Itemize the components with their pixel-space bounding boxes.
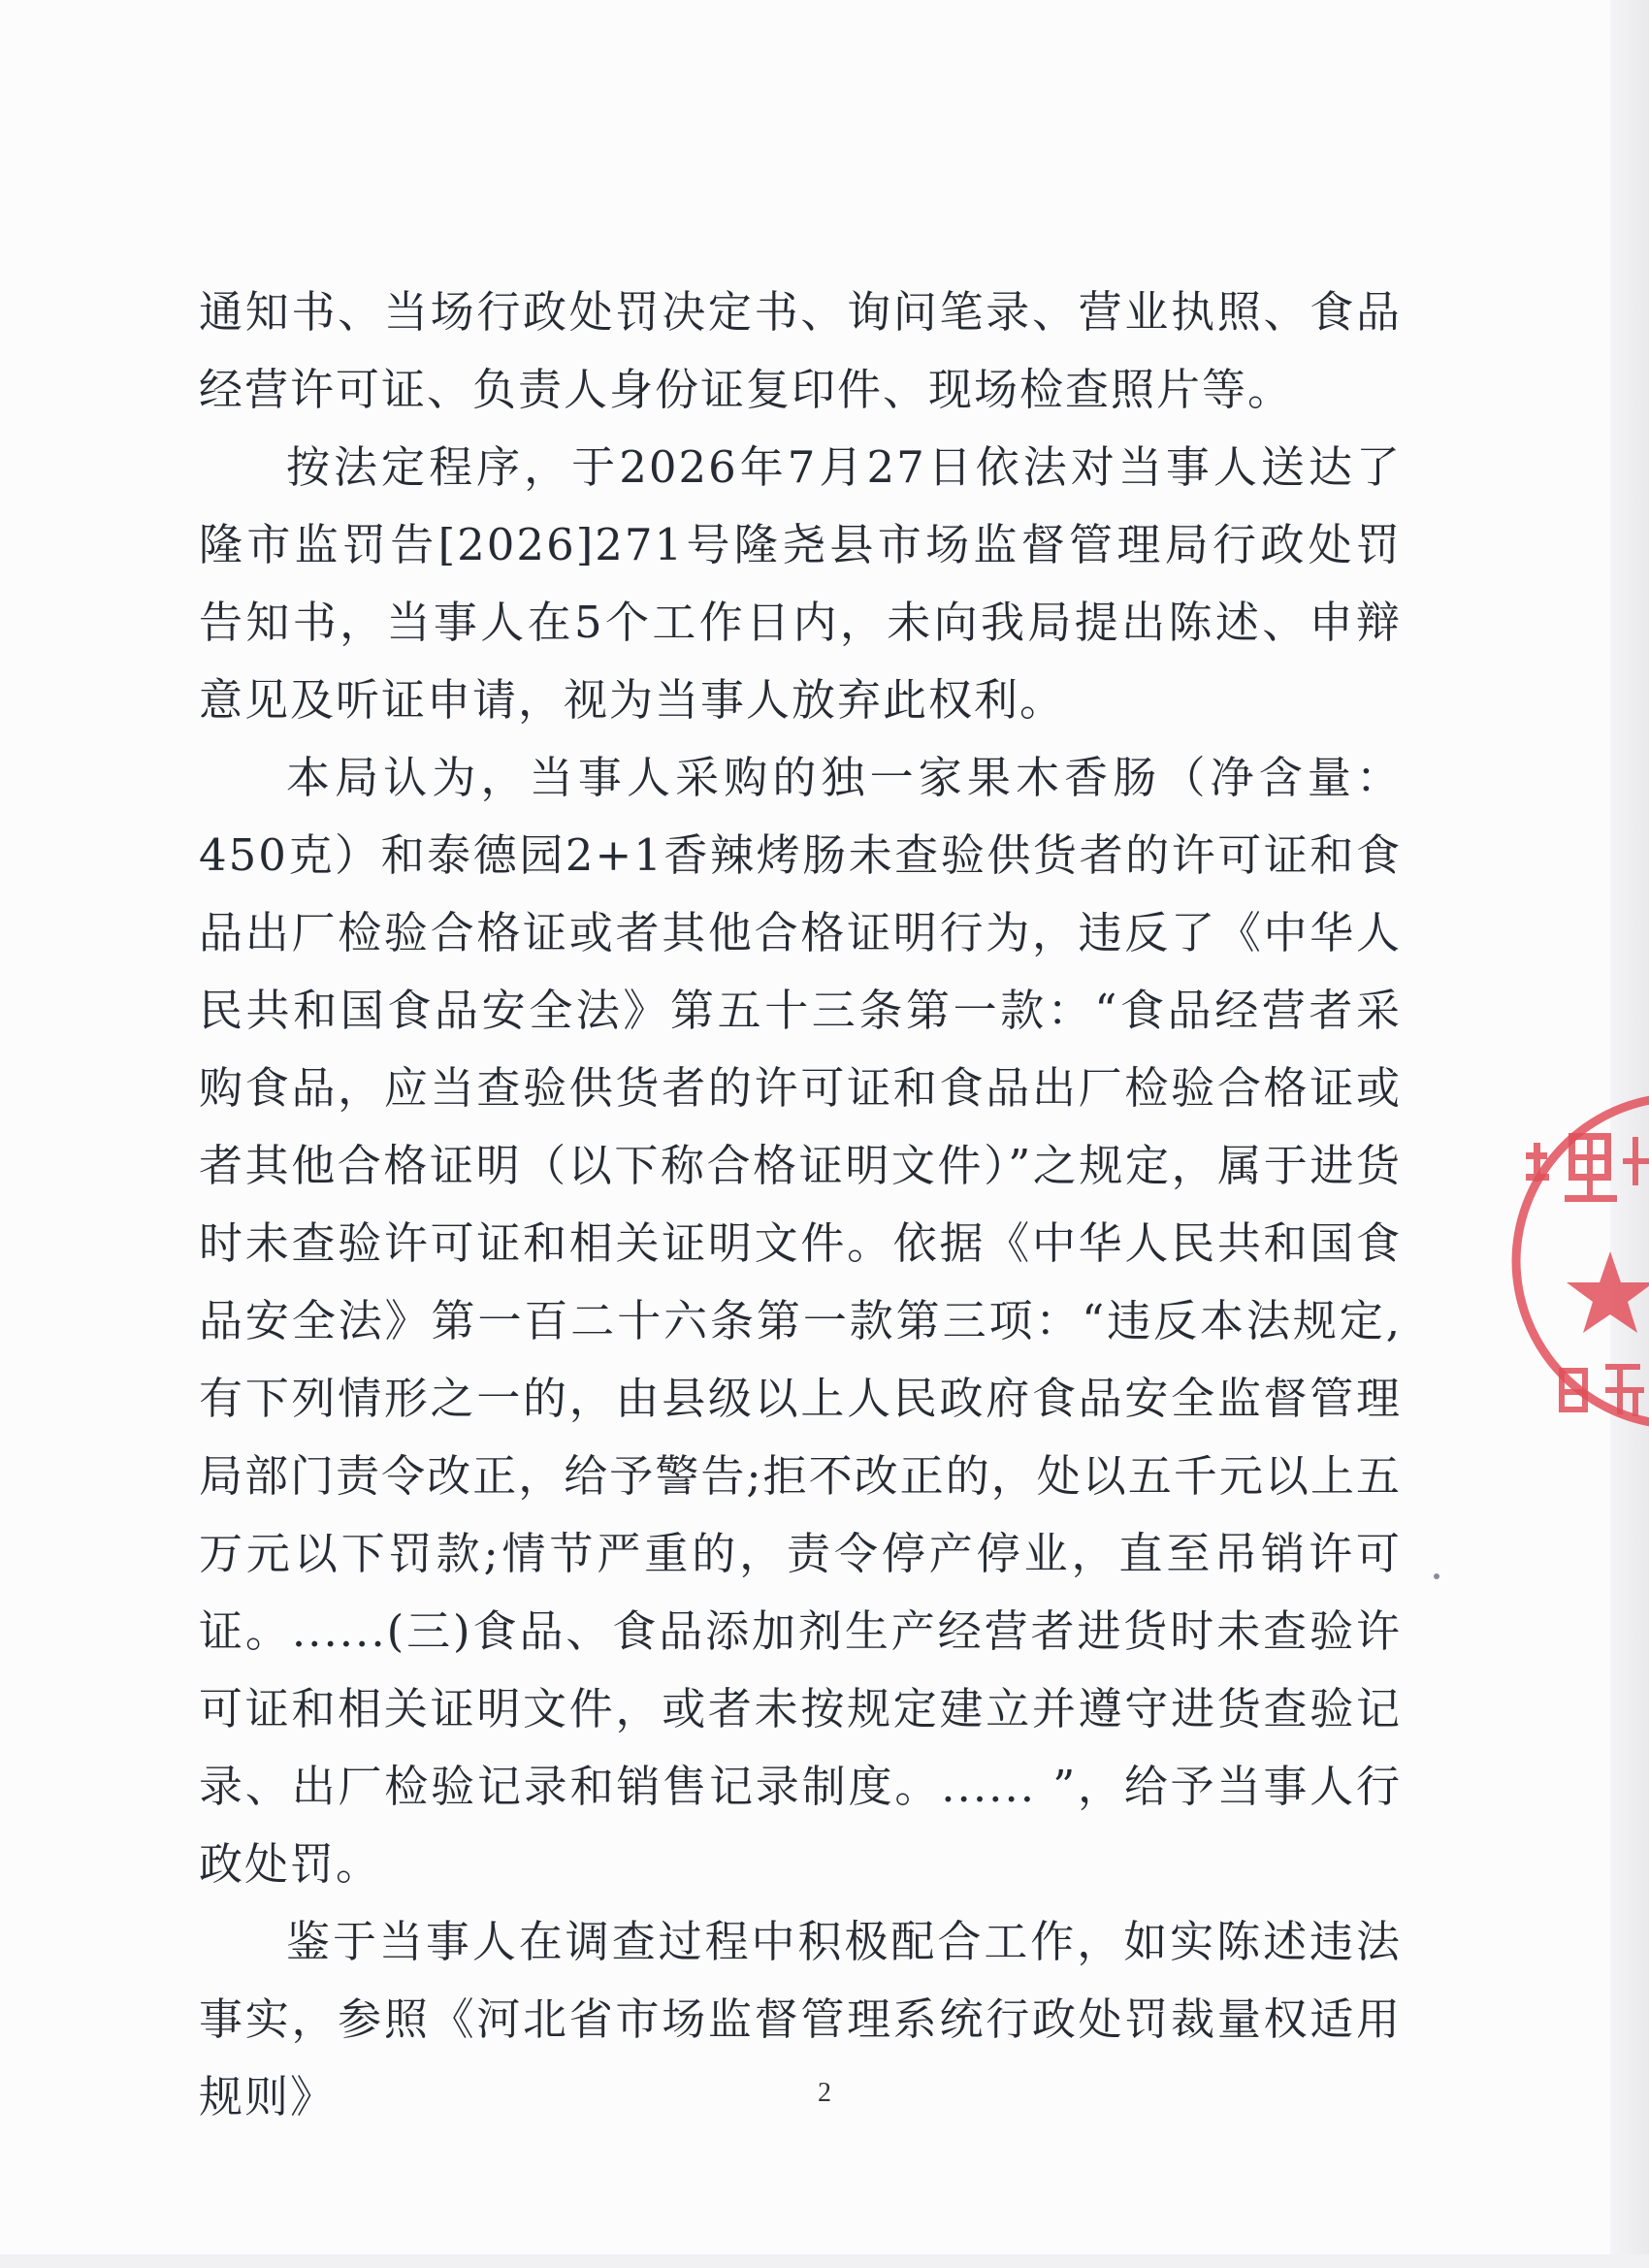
page-number: 2 <box>818 2078 831 2108</box>
scan-edge <box>1610 0 1649 2268</box>
document-body <box>199 274 1402 2136</box>
scan-edge-bottom <box>0 2254 1649 2268</box>
scan-speck <box>1434 1573 1439 1579</box>
paragraph-2: 按法定程序，于2026年7月27日依法对当事人送达了隆市监罚告[2026]271号隆尧县市场监督管理局行政处罚告知书，当事人在5个工作日内，未向我局提出陈述、申辩意见及听证申请，视为当事人放弃此权利。 <box>199 441 1402 726</box>
paragraph-3: 本局认为，当事人采购的独一家果木香肠（净含量：450克）和泰德园2+1香辣烤肠未查验供货者的许可证和食品出厂检验合格证或者其他合格证明行为，违反了《中华人民共和国食品安全法》第五十三条第一款：“食品经营者采购食品，应当查验供货者的许可证和食品出厂检验合格证或者其他合格证明（以下称合格证明文件）”之规定，属于进货时未查验许可证和相关证明文件。依据《中华人民共和国食品安全法》第一百二十六条第一款第三项：“违反本法规定,有下列情形之一的，由县级以上人民政府食品安全监督管理局部门责令改正，给予警告;拒不改正的，处以五千元以上五万元以下罚款;情节严重的，责令停产停业，直至吊销许可证。......(三)食品、食品添加剂生产经营者进货时未查验许可证和相关证明文件，或者未按规定建立并遵守进货查验记录、出厂检验记录和销售记录制度。...... ”，给予当事人行政处罚。 <box>199 752 1402 1890</box>
paragraph-1: 通知书、当场行政处罚决定书、询问笔录、营业执照、食品经营许可证、负责人身份证复印件、现场检查照片等。 <box>199 286 1402 415</box>
paragraph-4: 鉴于当事人在调查过程中积极配合工作，如实陈述违法事实，参照《河北省市场监督管理系统行政处罚裁量权适用规则》 <box>199 1916 1402 2122</box>
